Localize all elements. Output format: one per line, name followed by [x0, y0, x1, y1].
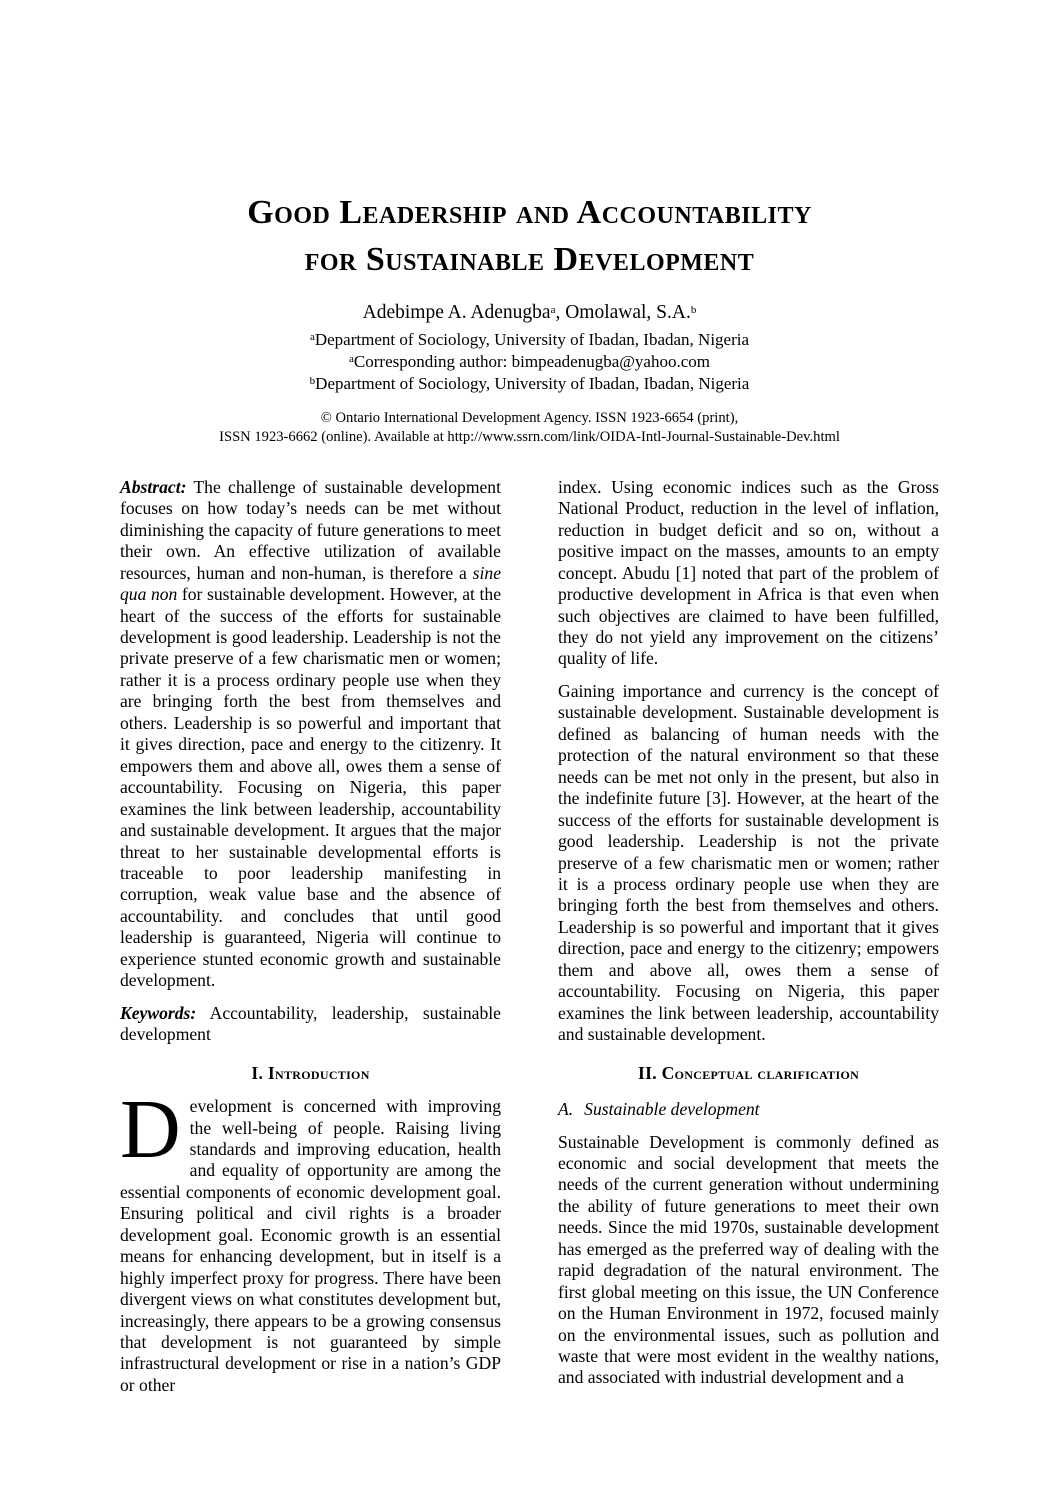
- body-paragraph-sustainable-development: Sustainable Development is commonly defined as economic and social development that meets the needs of the current generation without undermining the ability of future generations to meet their own needs. Since the mid 1970s, sustainable development has emerged as the preferred way of dealing with the rapid degradation of the natural environment. The first global meeting on this issue, the UN Conference on the Human Environment in 1972, focused mainly on the environmental issues, such as pollution and waste that were most evident in the wealthy nations, and associated with industrial development and a: [558, 1131, 939, 1388]
- affiliation-text: Department of Sociology, University of Ibadan, Ibadan, Nigeria: [315, 373, 750, 393]
- affiliation-line: [120, 351, 939, 373]
- section-heading-introduction: I. Introduction: [251, 1062, 370, 1083]
- affiliation-line: [120, 329, 939, 351]
- subsection-title: Sustainable development: [584, 1099, 760, 1120]
- affiliation-line: [120, 373, 939, 395]
- abstract-latin-phrase: sine qua non: [120, 562, 501, 605]
- body-paragraph-gaining: Gaining importance and currency is the concept of sustainable development. Sustainable development is defined as balancing of human needs with the protection of the natural environment so that these needs can be met not only in the present, but also in the indefinite future [3]. However, at the heart of the success of the efforts for sustainable development is good leadership. Leadership is not the private preserve of a few charismatic men or women; rather it is a process ordinary people use when they are bringing forth the best from themselves and others. Leadership is so powerful and important that it gives direction, pace and energy to the citizenry; empowers them and above all, owes them a sense of accountability. Focusing on Nigeria, this paper examines the link between leadership, accountability and sustainable development.: [558, 680, 939, 1045]
- affiliation-mark: b: [309, 374, 316, 387]
- body-paragraph-index: index. Using economic indices such as the Gross National Product, reduction in the level of inflation, reduction in budget deficit and so on, without a positive impact on the masses, amounts to an empty concept. Abudu [1] noted that part of the problem of productive development in Africa is that even when such objectives are claimed to have been fulfilled, they do not yield any improvement on the citizens’ quality of life.: [558, 476, 939, 669]
- affiliation-mark: a: [309, 330, 315, 343]
- paper-title-line1: Good Leadership and Accountability: [247, 194, 812, 231]
- right-column: [558, 477, 939, 1408]
- introduction-paragraph: [120, 1083, 501, 1396]
- subsection-heading-sustainable-development: [558, 1099, 939, 1120]
- left-column: [120, 477, 501, 1408]
- section-heading-conceptual-clarification: II. Conceptual clarification: [637, 1062, 860, 1083]
- abstract-text-2: for sustainable development. However, at the heart of the success of the efforts for sustainable development is good leadership. Leadership is not the private preserve of a few charismatic men or women; rather it is a process ordinary people use when they are bringing forth the best from themselves and others. Leadership is so powerful and important that it gives direction, pace and energy to the citizenry. It empowers them and above all, owes them a sense of accountability. Focusing on Nigeria, this paper examines the link between leadership, accountability and sustainable development. It argues that the major threat to her sustainable developmental efforts is traceable to poor leadership manifesting in corruption, weak value base and the absence of accountability. and concludes that until good leadership is guaranteed, Nigeria will continue to experience stunted economic growth and sustainable development.: [120, 584, 501, 991]
- affiliation-mark: a: [349, 352, 354, 365]
- abstract-paragraph: [120, 477, 501, 992]
- subsection-label: A.: [558, 1099, 574, 1120]
- two-column-body: [120, 477, 939, 1408]
- paper-title-line2: for Sustainable Development: [304, 240, 755, 278]
- keywords-text: Accountability, leadership, sustainable development: [120, 1002, 501, 1045]
- abstract-text-1: The challenge of sustainable development focuses on how today’s needs can be met without diminishing the capacity of future generations to meet their own. An effective utilization of available resources, human and non-human, is therefore a: [120, 476, 501, 583]
- drop-cap: D: [120, 1083, 181, 1177]
- imprint-line2: ISSN 1923-6662 (online). Available at http://www.ssrn.com/link/OIDA-Intl-Journal-Sustainable-Dev.html: [219, 428, 840, 445]
- introduction-text: evelopment is concerned with improving the well-being of people. Raising living standards and improving education, health and equality of opportunity are among the essential components of economic development goal. Ensuring political and civil rights is a broader development goal. Economic growth is an essential means for enhancing development, but in itself is a highly imperfect proxy for progress. There have been divergent views on what constitutes development but, increasingly, there appears to be a growing consensus that development is not guaranteed by simple infrastructural development or rise in a nation’s GDP or other: [120, 1096, 501, 1395]
- author-name-2: , Omolawal, S.A.: [555, 301, 691, 323]
- affiliation-text: Department of Sociology, University of Ibadan, Ibadan, Nigeria: [314, 329, 750, 349]
- paper-title: [120, 190, 939, 284]
- author-affiliation-mark-b: b: [690, 303, 697, 316]
- author-name-1: Adebimpe A. Adenugba: [362, 301, 551, 323]
- keywords-paragraph: [120, 1003, 501, 1046]
- keywords-label: Keywords:: [120, 1002, 197, 1023]
- abstract-label: Abstract:: [120, 476, 187, 497]
- affiliations-block: [120, 329, 939, 395]
- author-affiliation-mark-a: a: [550, 303, 556, 316]
- publisher-imprint: [120, 409, 939, 447]
- author-line: [120, 301, 939, 325]
- imprint-line1: © Ontario International Development Agency. ISSN 1923-6654 (print),: [320, 409, 739, 426]
- corresponding-author-text: Corresponding author: bimpeadenugba@yahoo.com: [353, 351, 710, 371]
